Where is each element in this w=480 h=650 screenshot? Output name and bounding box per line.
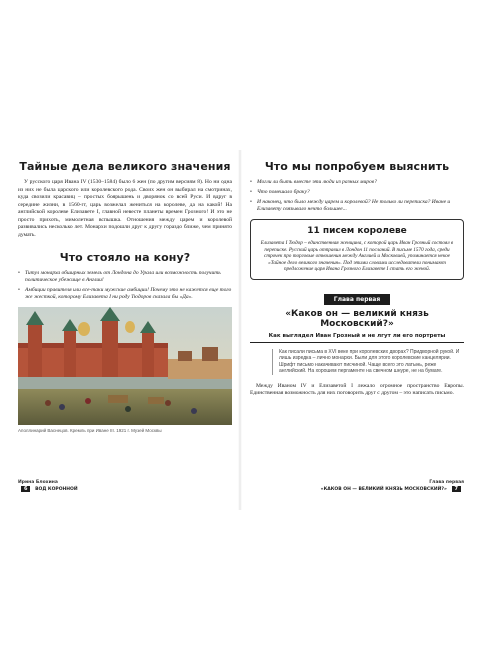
right-footer bbox=[250, 480, 464, 492]
left-bullet-list bbox=[18, 270, 232, 301]
left-footer-bottom bbox=[18, 486, 232, 492]
left-bullet-item: • Амбиции правителя или все-таки мужские амбиции! Почему это не кажется еще того же жесткой, которому Елизавета I ни роду Тюдоров сказала бы «Да». bbox=[18, 287, 232, 301]
left-page-number: 6 bbox=[21, 486, 30, 492]
letters-box-title: 11 писем королеве bbox=[307, 226, 407, 236]
right-body-paragraph: Между Иваном IV и Елизаветой I лежало огромное пространство Европы. Единственная возможность для них поговорить друг с другом – это написать письмо. bbox=[250, 382, 464, 397]
left-heading-secret-affairs: Тайные дела великого значения bbox=[19, 160, 231, 173]
chapter-title: «Каков он — великий князь Московский?» bbox=[285, 308, 429, 329]
left-heading-what-at-stake: Что стояло на кону? bbox=[59, 251, 191, 264]
left-body-paragraph: У русского царя Ивана IV (1530–1584) было 6 жен (по другим версиям 8). Но ни одна из них не была царского или королевского рода. Своих жен он выбирал на смотринах, куда свозили красавиц – простых боярышень и дворянок со всей Руси. И вдруг в середине жизни, в 1560-гг, царь возжелал жениться на королеве, да на какой! На английской королеве Елизавете I, главной невесте планеты времен Грозного! И это не просто прихоть, мимолетная вспышка. Отношения между царем и королевой развивались несколько лет. Монархи подошли друг к другу гораздо ближе, чем принято думать. bbox=[18, 179, 232, 238]
left-footer-author: Ирина Блохина bbox=[18, 480, 58, 485]
illustration-caption: Аполлинарий Васнецов. Кремль при Иване III. 1921 г. Музей Москвы bbox=[18, 428, 162, 433]
book-gutter bbox=[238, 150, 242, 510]
right-body-text bbox=[250, 383, 464, 398]
sidebar-note: Как писали письма в XVI веке при королевских дворах? Придворной рукой. И лишь изредка – лично монархи. Были для этого королевские канцелярии. Шрифт письмо накачивают писчиной. Чаще всего это латынь, реже английский. На хорошем пергаменте на свечном шнуре, не на бумаге. bbox=[272, 349, 464, 375]
right-footer-chapter: Глава первая bbox=[429, 480, 464, 485]
left-body-text bbox=[18, 179, 232, 239]
kremlin-illustration bbox=[18, 307, 232, 425]
kremlin-painting-image bbox=[18, 307, 232, 425]
right-page bbox=[250, 160, 464, 398]
right-bullet-item: • Что помешало браку? bbox=[250, 189, 464, 196]
left-footer-title: ВОД КОРОННОЙ bbox=[35, 487, 78, 492]
right-bullet-item: • Могли ли быть вместе эти люди из разных миров? bbox=[250, 179, 464, 186]
right-heading-what-we-try: Что мы попробуем выяснить bbox=[264, 160, 450, 173]
letters-box bbox=[250, 219, 464, 280]
left-footer bbox=[18, 480, 232, 492]
right-bullet-list bbox=[250, 179, 464, 213]
left-page bbox=[18, 160, 232, 433]
chapter-subtitle: Как выглядел Иван Грозный и не лгут ли его портреты bbox=[250, 333, 464, 343]
chapter-tag: Глава первая bbox=[324, 294, 390, 305]
left-bullet-item: • Титул монарха обширных земель от Лондона до Урала или возможность получить политическое убежище в Англии! bbox=[18, 270, 232, 284]
chapter-tag-wrap bbox=[250, 288, 464, 306]
right-footer-title: «КАКОВ ОН — ВЕЛИКИЙ КНЯЗЬ МОСКОВСКИЙ?» bbox=[320, 487, 447, 492]
right-page-number: 7 bbox=[452, 486, 461, 492]
letters-box-text: Елизавета I Тюдор – единственная женщина, с которой царь Иван Грозный состоял в переписке. Русский царь отправил в Лондон 11 посланий. В письме 1570 года, среди строчек про торговые отношения между Англией и Московией, упоминается некое «Тайное дело великого значения». Под этими словами исследователи понимают предложение царя Ивана Грозного Елизавете I стать его женой. bbox=[260, 240, 454, 273]
right-bullet-item: • И наконец, что было между царем и королевой? Не только ли переписка? Иване и Елизавету связывало нечто большее... bbox=[250, 199, 464, 213]
right-footer-bottom bbox=[250, 486, 464, 492]
